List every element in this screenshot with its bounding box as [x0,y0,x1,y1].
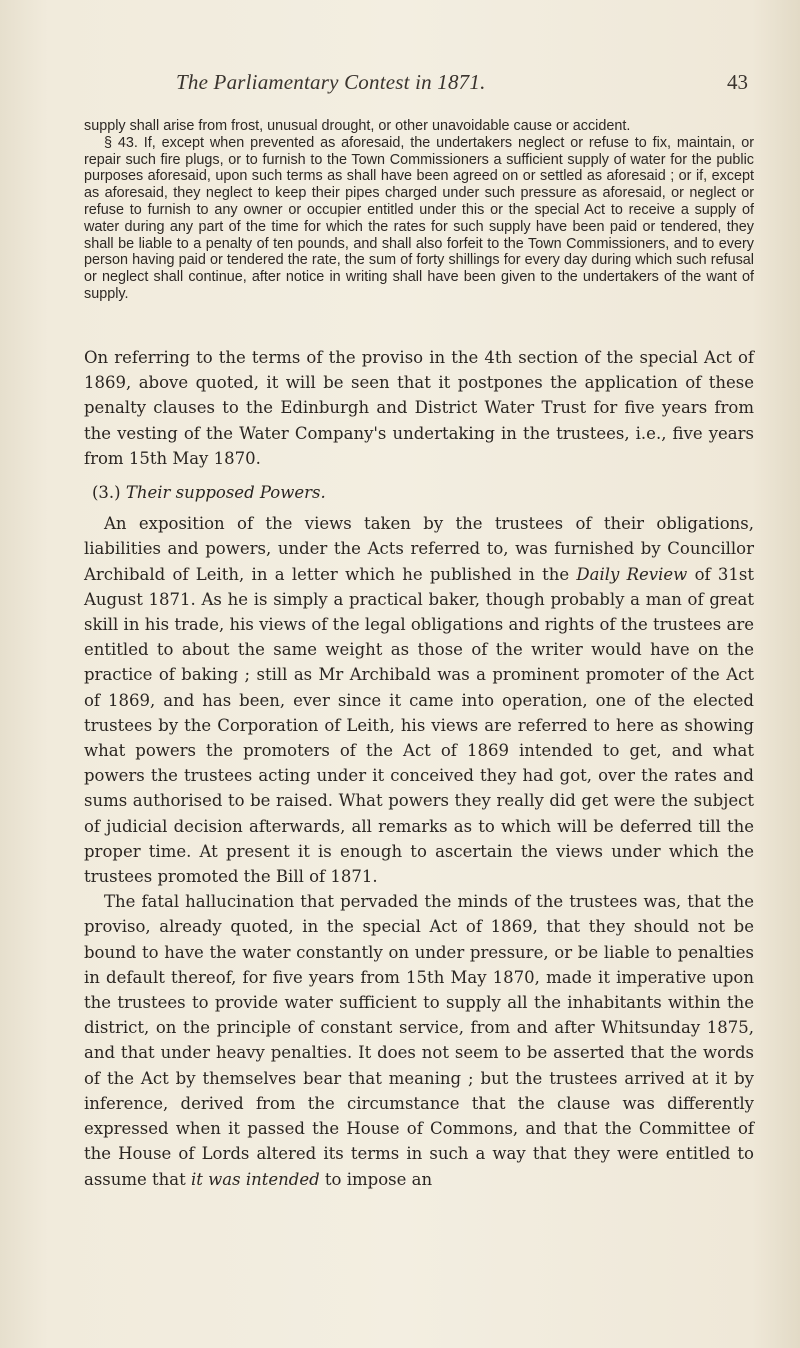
main-text [84,345,754,1192]
page-header [84,70,748,100]
exposition-text-end: of 31st August 1871. As he is simply a practical baker, though probably a man of great skill in his trade, his views of the legal obligations and rights of the trustees are entitled to about the same weight as those of the writer would have on the practice of baking ; still as Mr Archibald was a prominent promoter of the Act of 1869, and has been, ever since it came into operation, one of the elected trustees by the Corporation of Leith, his views are referred to here as showing what powers the promoters of the Act of 1869 intended to get, and what powers the trustees acting under it conceived they had got, over the rates and sums authorised to be raised. What powers they really did get were the subject of judicial decision afterwards, all remarks as to which will be deferred till the proper time. At present it is enough to ascertain the views under which the trustees promoted the Bill of 1871. [84,564,754,887]
statute-section-43: § 43. If, except when prevented as aforesaid, the undertakers neglect or refuse to fix, maintain, or repair such fire plugs, or to furnish to the Town Commissioners a sufficient supply of water for the public purposes aforesaid, upon such terms as shall have been agreed on or settled as aforesaid ; or if, except as aforesaid, they neglect to keep their pipes charged under such pressure as aforesaid, or neglect or refuse to furnish to any owner or occupier entitled under this or the special Act to receive a supply of water during any part of the time for which the rates for such supply have been paid or tendered, they shall be liable to a penalty of ten pounds, and shall also forfeit to the Town Commissioners, and to every person having paid or tendered the rate, the sum of forty shillings for every day during which such refusal or neglect shall continue, after notice in writing shall have been given to the undertakers of the want of supply. [84,134,754,302]
paragraph-hallucination [84,889,754,1191]
section-subheading [84,480,754,505]
statute-extract [84,118,754,303]
running-head: The Parliamentary Contest in 1871. [176,70,486,94]
paragraph-exposition [84,511,754,889]
publication-name: Daily Review [576,564,688,584]
page-number: 43 [727,70,748,94]
subheading-number: (3.) [92,483,121,503]
hallucination-text-start: The fatal hallucination that pervaded the minds of the trustees was, that the proviso, already quoted, in the special Act of 1869, that they should not be bound to have the water constantly on under pressure, or be liable to penalties in default thereof, for five years from 15th May 1870, made it imperative upon the trustees to provide water sufficient to supply all the inhabitants within the district, on the principle of constant service, from and after Whitsunday 1875, and that under heavy penalties. It does not seem to be asserted that the words of the Act by themselves bear that meaning ; but the trustees arrived at it by inference, derived from the circumstance that the clause was differently expressed when it passed the House of Commons, and that the Committee of the House of Lords altered its terms in such a way that they were entitled to assume that [84,892,754,1189]
paragraph-proviso: On referring to the terms of the proviso in the 4th section of the special Act of 1869, above quoted, it will be seen that it postpones the application of these penalty clauses to the Edinburgh and District Water Trust for five years from the vesting of the Water Company's undertaking in the trustees, i.e., five years from 15th May 1870. [84,348,754,468]
subheading-title: Their supposed Powers. [125,483,326,503]
statute-carry-over: supply shall arise from frost, unusual drought, or other unavoidable cause or accident. [84,118,631,134]
hallucination-italic: it was intended [191,1169,320,1189]
hallucination-text-end: to impose an [319,1169,433,1189]
exposition-text-start: An exposition of the views taken by the trustees of their obligations, liabilities and powers, under the Acts referred to, was furnished by Councillor Archibald of Leith, in a letter which he published in the [84,514,754,584]
